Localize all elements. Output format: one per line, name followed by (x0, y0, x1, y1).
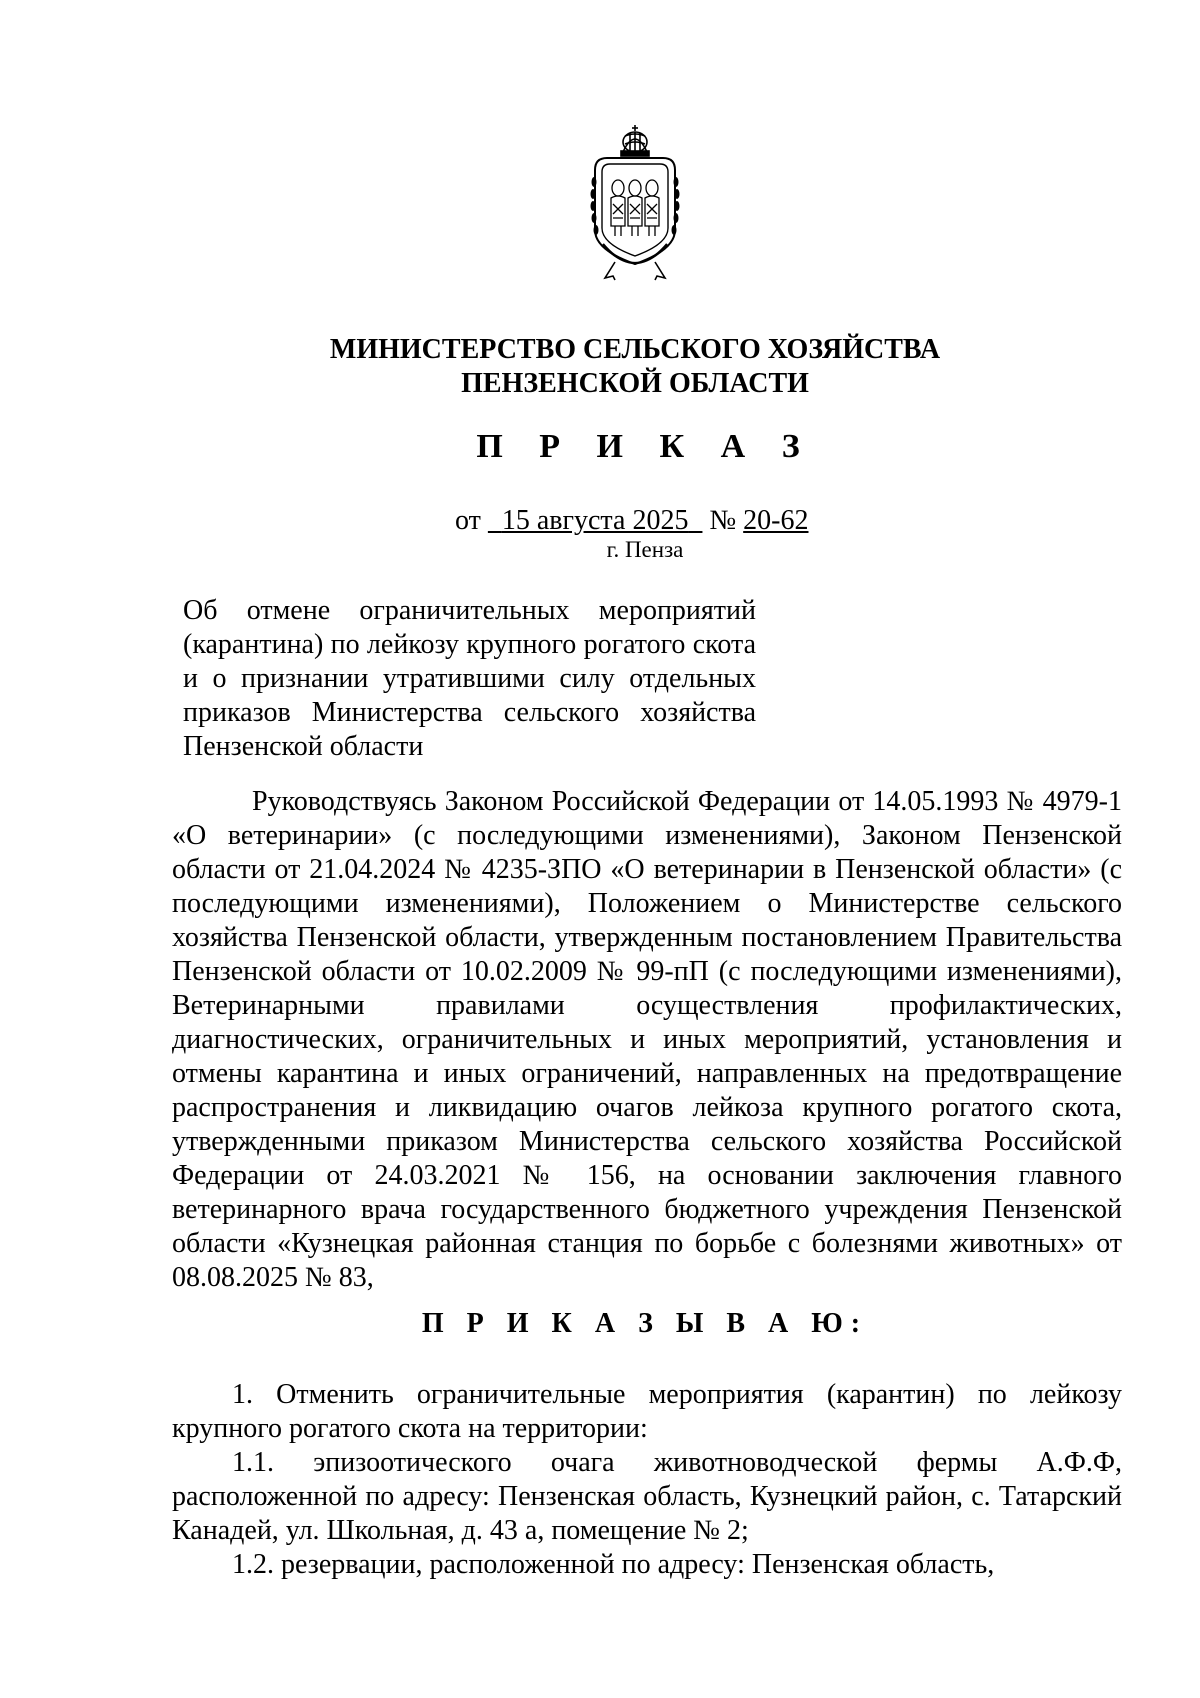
penza-region-coat-of-arms-icon (585, 122, 685, 282)
number-label: № (709, 505, 737, 536)
order-date-number-line (455, 505, 809, 537)
order-number: 20-62 (743, 505, 809, 536)
order-item-1-2: 1.2. резервации, расположенной по адресу: Пензенская область, (232, 1549, 995, 1580)
from-label: от (455, 505, 481, 536)
ministry-name-line2: ПЕНЗЕНСКОЙ ОБЛАСТИ (461, 368, 809, 399)
document-type-title: П Р И К А З (476, 428, 814, 465)
ministry-name-line1: МИНИСТЕРСТВО СЕЛЬСКОГО ХОЗЯЙСТВА (329, 334, 941, 365)
order-item-1-1: 1.1. эпизоотического очага животноводческой фермы А.Ф.Ф, расположенной по адресу: Пензенская область, Кузнецкий район, с. Татарский Канадей, ул. Школьная, д. 43 а, помещение № 2; (172, 1447, 1122, 1546)
order-item-1: 1. Отменить ограничительные мероприятия (карантин) по лейкозу крупного рогатого скота на территории: (172, 1379, 1122, 1444)
command-heading: П Р И К А З Ы В А Ю: (421, 1308, 869, 1339)
order-subject: Об отмене ограничительных мероприятий (карантина) по лейкозу крупного рогатого скота и о признании утратившими силу отдельных приказов Министерства сельского хозяйства Пензенской области (183, 595, 756, 762)
city-line: г. Пенза (606, 537, 684, 562)
order-date: 15 августа 2025 (501, 505, 689, 536)
preamble-paragraph: Руководствуясь Законом Российской Федерации от 14.05.1993 № 4979-1 «О ветеринарии» (с последующими изменениями), Законом Пензенской области от 21.04.2024 № 4235-ЗПО «О ветеринарии в Пензенской области» (с последующими изменениями), Положением о Министерстве сельского хозяйства Пензенской области, утвержденным постановлением Правительства Пензенской области от 10.02.2009 № 99-пП (с последующими изменениями), Ветеринарными правилами осуществления профилактических, диагностических, ограничительных и иных мероприятий, установления и отмены карантина и иных ограничений, направленных на предотвращение распространения и ликвидацию очагов лейкоза крупного рогатого скота, утвержденными приказом Министерства сельского хозяйства Российской Федерации от 24.03.2021 № 156, на основании заключения главного ветеринарного врача государственного бюджетного учреждения Пензенской области «Кузнецкая районная станция по борьбе с болезнями животных» от 08.08.2025 № 83, (172, 786, 1122, 1293)
